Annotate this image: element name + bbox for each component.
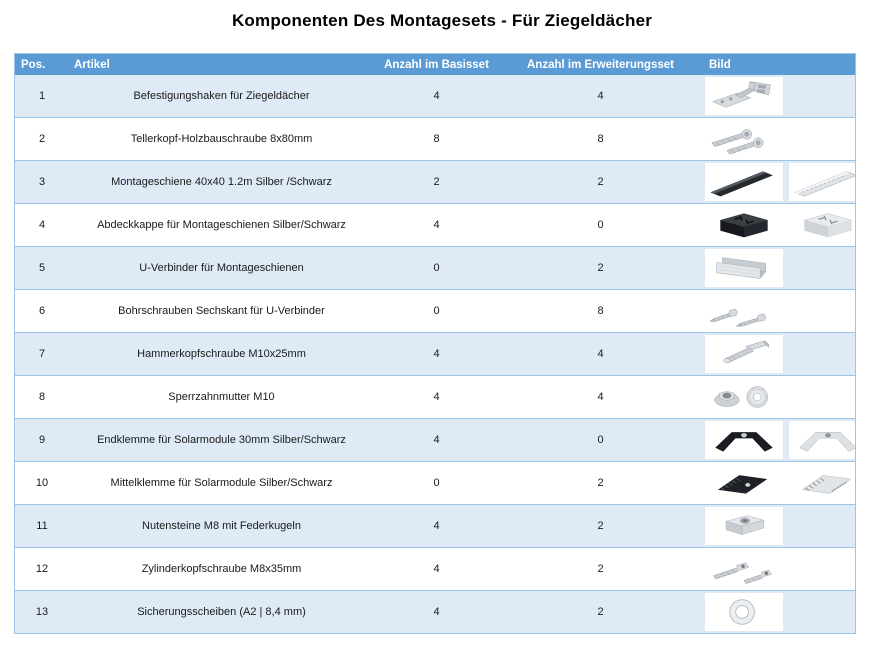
roof-hook-icon [705,77,783,115]
basisset-cell: 4 [433,348,440,360]
table-row [15,247,856,290]
pos-cell: 8 [38,391,46,403]
col-header-bild: Bild [702,54,856,76]
table-row [15,161,856,204]
basisset-cell: 4 [433,391,440,403]
erweiterungsset-cell: 2 [597,176,604,188]
plate-head-screws-icon [705,120,783,158]
hammer-head-bolt-icon [705,335,783,373]
bild-cell [702,419,856,462]
pos-cell: 2 [38,133,46,145]
table-row [15,419,856,462]
basisset-cell: 4 [433,434,440,446]
erweiterungsset-cell: 8 [597,133,604,145]
bild-cell [702,462,856,505]
pos-cell: 7 [38,348,46,360]
pos-cell: 10 [35,477,49,489]
pos-cell: 11 [36,520,48,532]
artikel-cell: Zylinderkopfschraube M8x35mm [141,563,302,575]
artikel-cell: Bohrschrauben Sechskant für U-Verbinder [118,305,325,317]
bild-cell [702,333,856,376]
table-row [15,548,856,591]
table-row [15,376,856,419]
erweiterungsset-cell: 4 [597,348,604,360]
pos-cell: 4 [38,219,46,231]
bild-cell [702,161,856,204]
page-title: Komponenten Des Montagesets - Für Ziegeldächer [231,11,653,30]
flange-nuts-icon [705,378,783,416]
erweiterungsset-cell: 0 [597,219,604,231]
bild-cell [702,290,856,333]
pos-cell: 1 [38,90,46,102]
table-row [15,462,856,505]
pos-cell: 6 [38,305,46,317]
artikel-cell: Befestigungshaken für Ziegeldächer [133,90,310,102]
basisset-cell: 8 [433,133,440,145]
washer-icon [705,593,783,631]
pos-cell: 5 [38,262,46,274]
artikel-cell: Sperrzahnmutter M10 [168,391,275,403]
bild-cell [702,204,856,247]
table-row [15,591,856,634]
rail-black-icon [705,163,783,201]
basisset-cell: 4 [433,563,440,575]
mid-clamp-black-icon [705,464,783,502]
basisset-cell: 0 [433,477,440,489]
bild-cell [702,247,856,290]
basisset-cell: 0 [433,305,440,317]
end-clamp-black-icon [705,421,783,459]
col-header-basisset: Anzahl im Basisset [374,54,499,76]
pos-cell: 12 [35,563,49,575]
erweiterungsset-cell: 2 [597,520,604,532]
table-body [15,75,856,634]
basisset-cell: 0 [433,262,440,274]
artikel-cell: Mittelklemme für Solarmodule Silber/Schwarz [110,477,333,489]
artikel-cell: Hammerkopfschraube M10x25mm [137,348,306,360]
end-cap-silver-icon [789,206,856,244]
basisset-cell: 2 [433,176,440,188]
pos-cell: 3 [38,176,46,188]
table-row [15,290,856,333]
artikel-cell: Endklemme für Solarmodule 30mm Silber/Schwarz [97,434,346,446]
basisset-cell: 4 [433,520,440,532]
slot-nut-icon [705,507,783,545]
bild-cell [702,548,856,591]
table-row [15,75,856,118]
erweiterungsset-cell: 2 [597,262,604,274]
end-cap-black-icon [705,206,783,244]
erweiterungsset-cell: 4 [597,391,604,403]
artikel-cell: Abdeckkappe für Montageschienen Silber/Schwarz [97,219,346,231]
basisset-cell: 4 [433,219,440,231]
artikel-cell: Nutensteine M8 mit Federkugeln [142,520,301,532]
bild-cell [702,75,856,118]
erweiterungsset-cell: 4 [597,90,604,102]
basisset-cell: 4 [433,606,440,618]
bild-cell [702,505,856,548]
artikel-cell: Montageschiene 40x40 1.2m Silber /Schwarz [111,176,332,188]
basisset-cell: 4 [433,90,440,102]
bild-cell [702,118,856,161]
table-row [15,118,856,161]
erweiterungsset-cell: 2 [597,477,604,489]
end-clamp-silver-icon [789,421,856,459]
artikel-cell: Sicherungsscheiben (A2 | 8,4 mm) [137,606,306,618]
table-row [15,333,856,376]
mid-clamp-silver-icon [789,464,856,502]
cylinder-screws-icon [705,550,783,588]
bild-cell [702,591,856,634]
artikel-cell: U-Verbinder für Montageschienen [139,262,304,274]
erweiterungsset-cell: 8 [597,305,604,317]
bild-cell [702,376,856,419]
rail-silver-icon [789,163,856,201]
components-table [14,53,856,634]
artikel-cell: Tellerkopf-Holzbauschraube 8x80mm [130,133,313,145]
table-header-row [15,54,856,76]
pos-cell: 13 [35,606,49,618]
pos-cell: 9 [38,434,46,446]
col-header-erweiterungsset: Anzahl im Erweiterungsset [499,54,702,76]
u-connector-icon [705,249,783,287]
erweiterungsset-cell: 0 [597,434,604,446]
col-header-artikel: Artikel [69,54,374,76]
erweiterungsset-cell: 2 [597,563,604,575]
erweiterungsset-cell: 2 [597,606,604,618]
table-row [15,204,856,247]
hex-drill-screws-icon [705,292,783,330]
table-row [15,505,856,548]
col-header-pos: Pos. [15,54,70,76]
